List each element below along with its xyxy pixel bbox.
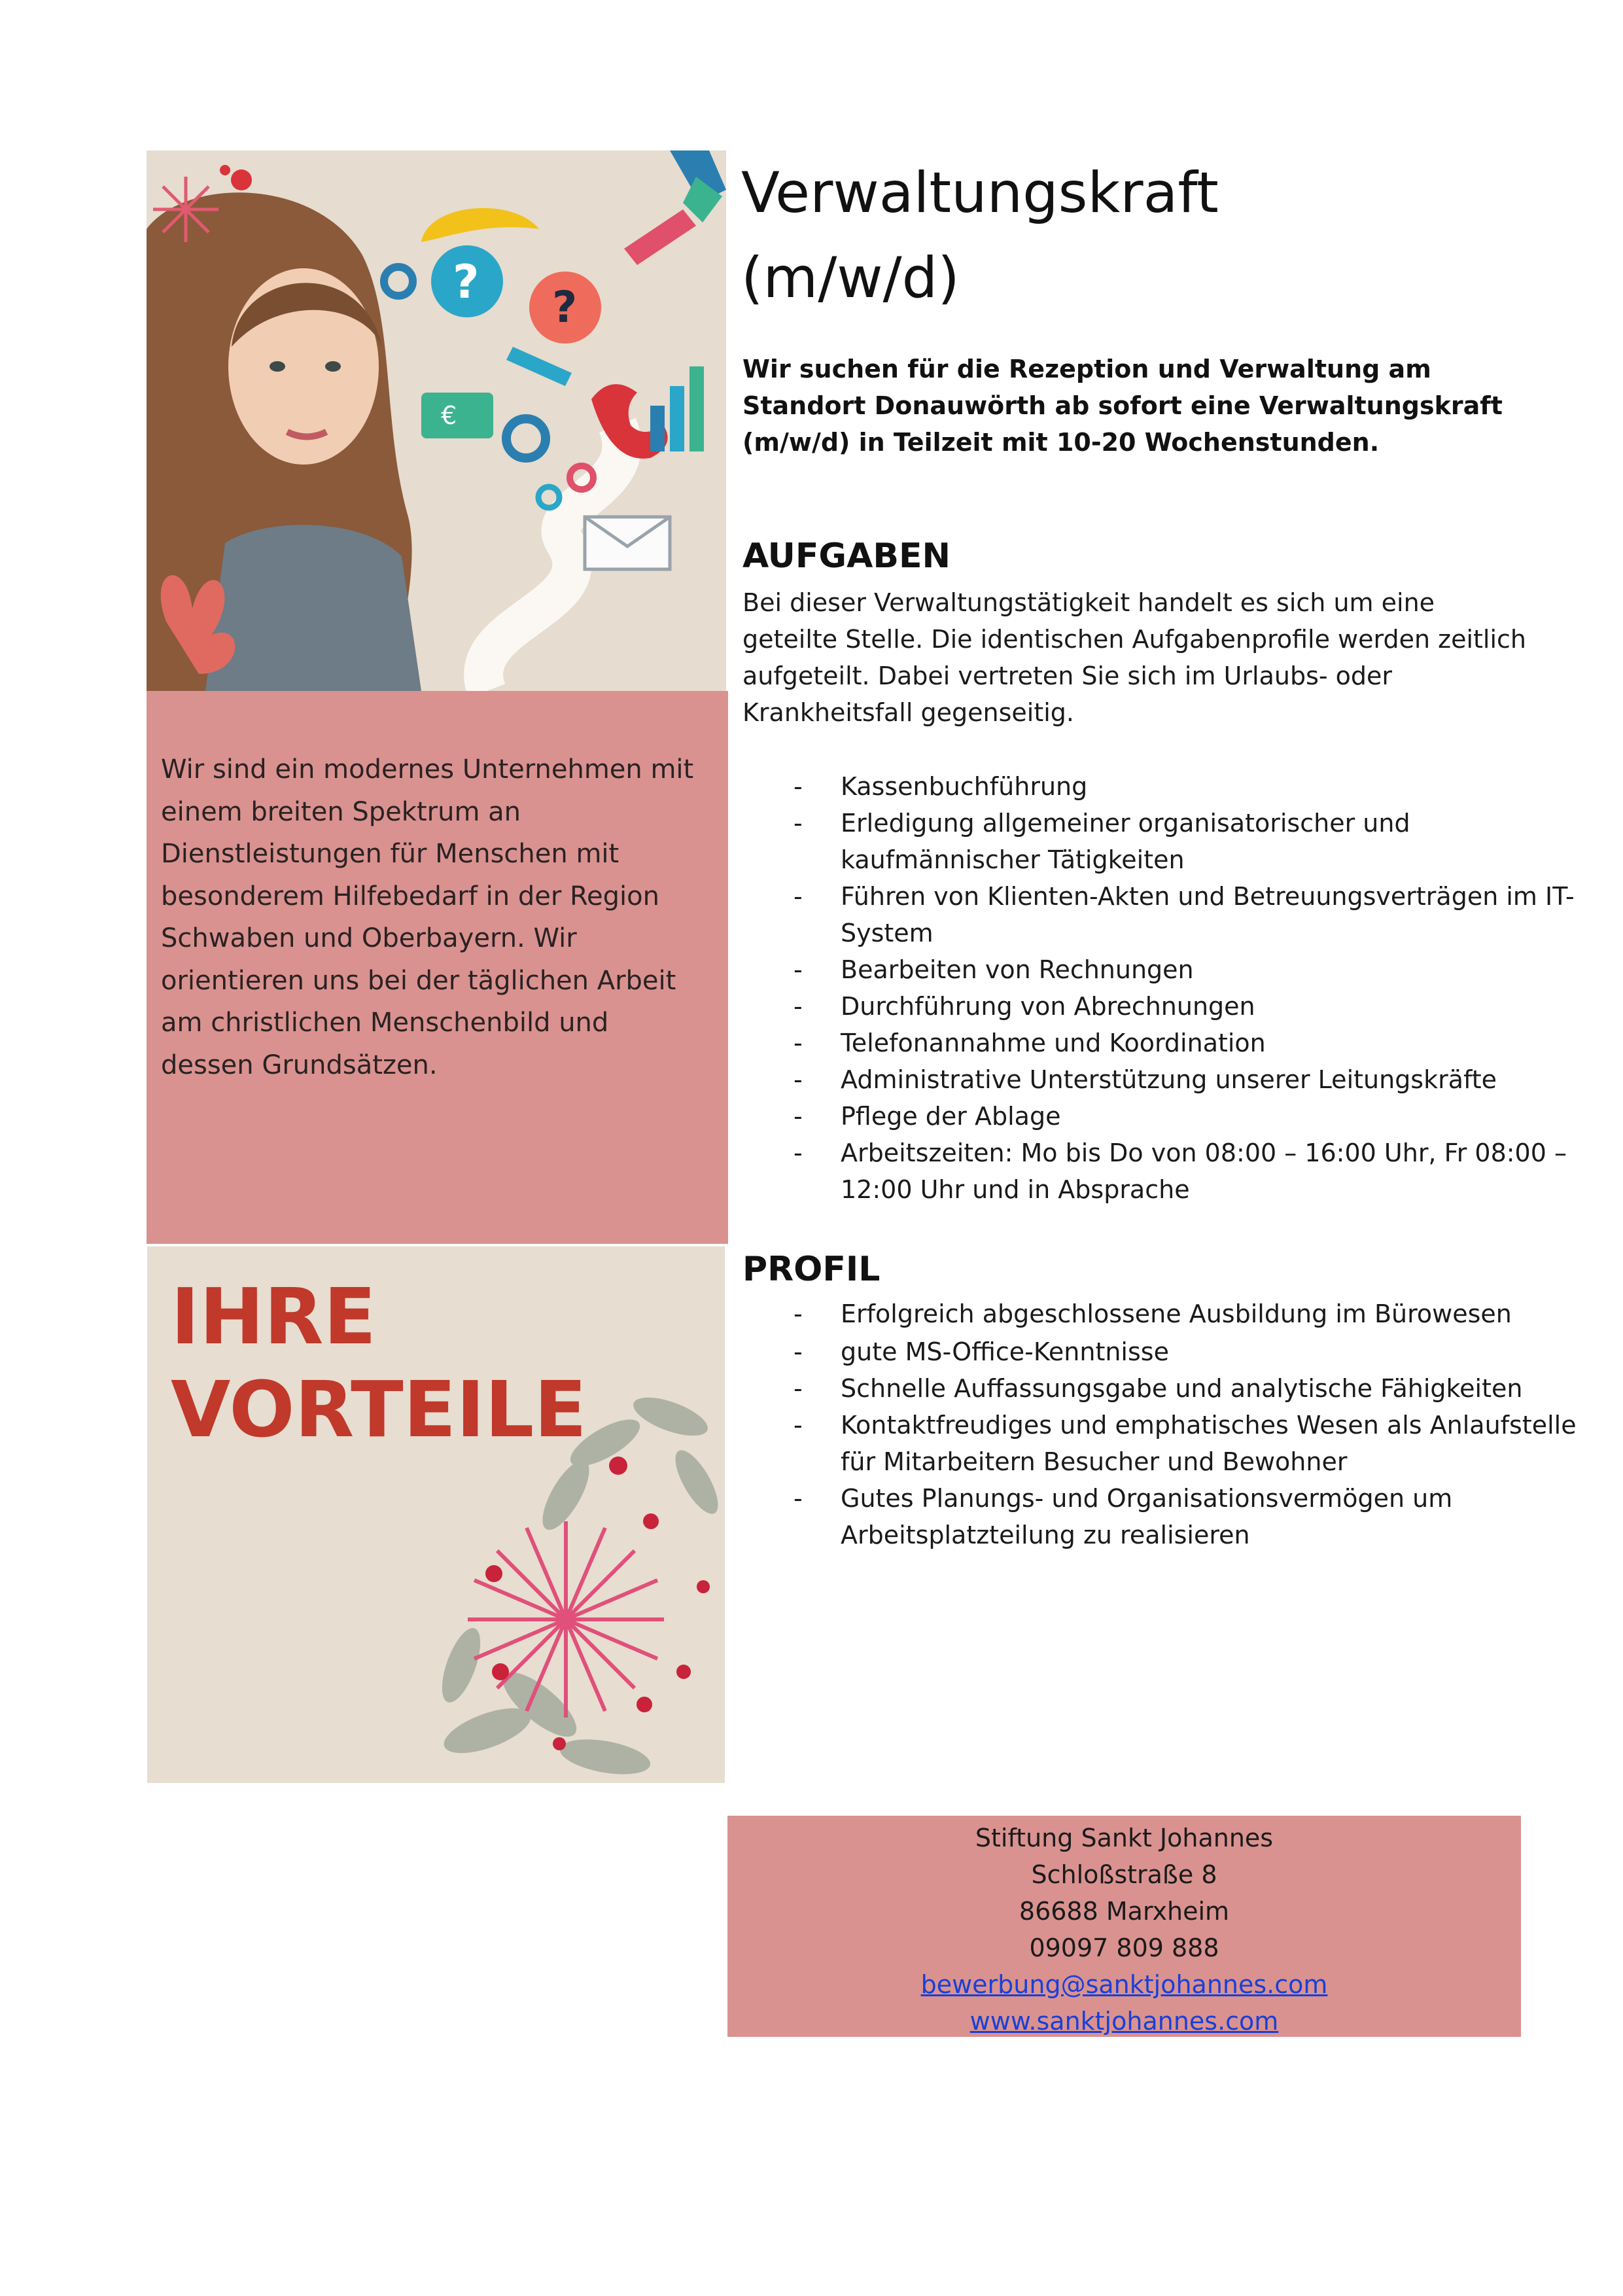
- list-item: - Kassenbuchführung: [742, 768, 1599, 805]
- profil-list: [742, 1294, 1599, 1553]
- svg-text:€: €: [441, 401, 457, 430]
- list-item: - Administrative Unterstützung unserer Leitungskräfte: [742, 1061, 1599, 1098]
- job-title: [741, 150, 1559, 321]
- contact-email-link[interactable]: bewerbung@sanktjohannes.com: [920, 1970, 1328, 1999]
- contact-box: [727, 1816, 1521, 2037]
- contact-city: 86688 Marxheim: [1019, 1897, 1230, 1926]
- aufgaben-list: [742, 768, 1599, 1208]
- job-title-line1: Verwaltungskraft: [741, 160, 1219, 226]
- company-intro-text: Wir sind ein modernes Unternehmen mit einem breiten Spektrum an Dienstleistungen für Menschen mit besonderem Hilfebedarf in der Region Schwaben und Oberbayern. Wir orientieren uns bei der täglichen Arbeit am christlichen Menschenbild und dessen Grundsätzen.: [161, 754, 694, 1080]
- job-title-line2: (m/w/d): [741, 245, 960, 311]
- aufgaben-description: Bei dieser Verwaltungstätigkeit handelt es sich um eine geteilte Stelle. Die identischen Aufgabenprofile werden zeitlich aufgeteilt. Dabei vertreten Sie sich im Urlaubs- oder Krankheitsfall gegenseitig.: [742, 588, 1527, 727]
- contact-phone: 09097 809 888: [1029, 1934, 1219, 1962]
- job-lead: Wir suchen für die Rezeption und Verwaltung am Standort Donauwörth ab sofort eine Verwaltungskraft (m/w/d) in Teilzeit mit 10-20 Wochenstunden.: [742, 355, 1503, 457]
- contact-street: Schloßstraße 8: [1031, 1860, 1217, 1889]
- list-item: - Durchführung von Abrechnungen: [742, 988, 1599, 1025]
- list-item: - Schnelle Auffassungsgabe und analytische Fähigkeiten: [742, 1370, 1599, 1407]
- list-item: - Kontaktfreudiges und emphatisches Wesen als Anlaufstelle für Mitarbeitern Besucher und Bewohner: [742, 1407, 1599, 1480]
- floral-decoration-illustration: [147, 1246, 725, 1783]
- list-item: - Erfolgreich abgeschlossene Ausbildung im Bürowesen: [742, 1294, 1599, 1333]
- list-item: - Pflege der Ablage: [742, 1098, 1599, 1135]
- list-item: - Bearbeiten von Rechnungen: [742, 951, 1599, 988]
- aufgaben-heading: AUFGABEN: [742, 537, 951, 576]
- profil-heading: PROFIL: [742, 1250, 881, 1289]
- contact-web-link[interactable]: www.sanktjohannes.com: [969, 2007, 1279, 2036]
- list-item: - Gutes Planungs- und Organisationsvermögen um Arbeitsplatzteilung zu realisieren: [742, 1480, 1599, 1553]
- list-item: - gute MS-Office-Kenntnisse: [742, 1333, 1599, 1370]
- vorteile-line1: IHRE: [171, 1271, 377, 1362]
- woman-with-office-icons-illustration: [147, 150, 726, 691]
- list-item: - Erledigung allgemeiner organisatorischer und kaufmännischer Tätigkeiten: [742, 805, 1599, 878]
- list-item: - Arbeitszeiten: Mo bis Do von 08:00 – 16:00 Uhr, Fr 08:00 – 12:00 Uhr und in Absprache: [742, 1135, 1599, 1208]
- ihre-vorteile-banner: [147, 1246, 725, 1783]
- contact-org: Stiftung Sankt Johannes: [975, 1824, 1274, 1852]
- svg-text:?: ?: [552, 282, 578, 332]
- svg-text:?: ?: [453, 255, 480, 309]
- hero-photo: [147, 150, 726, 691]
- list-item: - Telefonannahme und Koordination: [742, 1025, 1599, 1061]
- vorteile-line2: VORTEILE: [171, 1364, 587, 1455]
- list-item: - Führen von Klienten-Akten und Betreuungsverträgen im IT-System: [742, 878, 1599, 951]
- company-intro-box: [147, 691, 728, 1244]
